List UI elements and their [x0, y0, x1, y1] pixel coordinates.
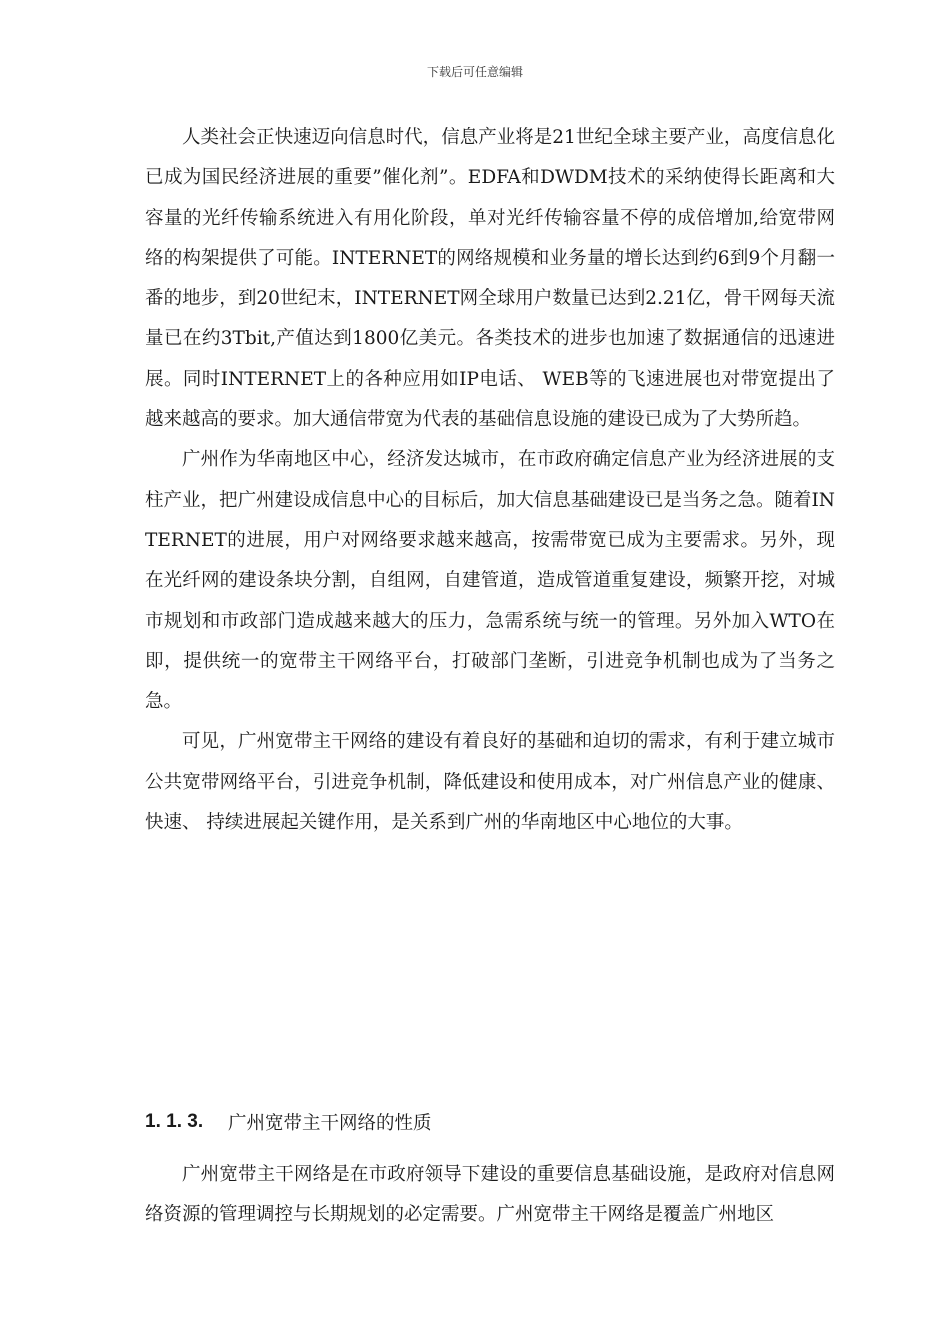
section-title: 广州宽带主干网络的性质 [228, 1113, 432, 1134]
section-number: 1. 1. 3. [145, 1111, 204, 1132]
paragraph-1: 人类社会正快速迈向信息时代，信息产业将是21世纪全球主要产业，高度信息化已成为国民经济进展的重要”催化剂”。EDFA和DWDM技术的采纳使得长距离和大容量的光纤传输系统进入有用化阶段，单对光纤传输容量不停的成倍增加,给宽带网络的构架提供了可能。INTERNET的网络规模和业务量的增长达到约6到9个月翻一番的地步，到20世纪末，INTERNET网全球用户数量已达到2.21亿，骨干网每天流量已在约3Tbit,产值达到1800亿美元。各类技术的进步也加速了数据通信的迅速进展。同时INTERNET上的各种应用如IP电话、 WEB等的飞速进展也对带宽提出了越来越高的要求。加大通信带宽为代表的基础信息设施的建设已成为了大势所趋。 [145, 127, 835, 431]
body-text [145, 118, 835, 843]
section-body-text [145, 1155, 835, 1236]
section-paragraph-1: 广州宽带主干网络是在市政府领导下建设的重要信息基础设施，是政府对信息网络资源的管理调控与长期规划的必定需要。广州宽带主干网络是覆盖广州地区 [145, 1164, 835, 1226]
paragraph-3: 可见，广州宽带主干网络的建设有着良好的基础和迫切的需求，有利于建立城市公共宽带网络平台，引进竞争机制，降低建设和使用成本，对广州信息产业的健康、 快速、 持续进展起关键作用，是关系到广州的华南地区中心地位的大事。 [145, 731, 835, 834]
header-note: 下载后可任意编辑 [426, 65, 523, 79]
section-heading [145, 1106, 432, 1138]
paragraph-2: 广州作为华南地区中心，经济发达城市，在市政府确定信息产业为经济进展的支柱产业，把广州建设成信息中心的目标后，加大信息基础建设已是当务之急。随着INTERNET的进展，用户对网络要求越来越高，按需带宽已成为主要需求。另外，现在光纤网的建设条块分割，自组网，自建管道，造成管道重复建设，频繁开挖，对城市规划和市政部门造成越来越大的压力，急需系统与统一的管理。另外加入WTO在即，提供统一的宽带主干网络平台，打破部门垄断，引进竞争机制也成为了当务之急。 [145, 449, 835, 713]
